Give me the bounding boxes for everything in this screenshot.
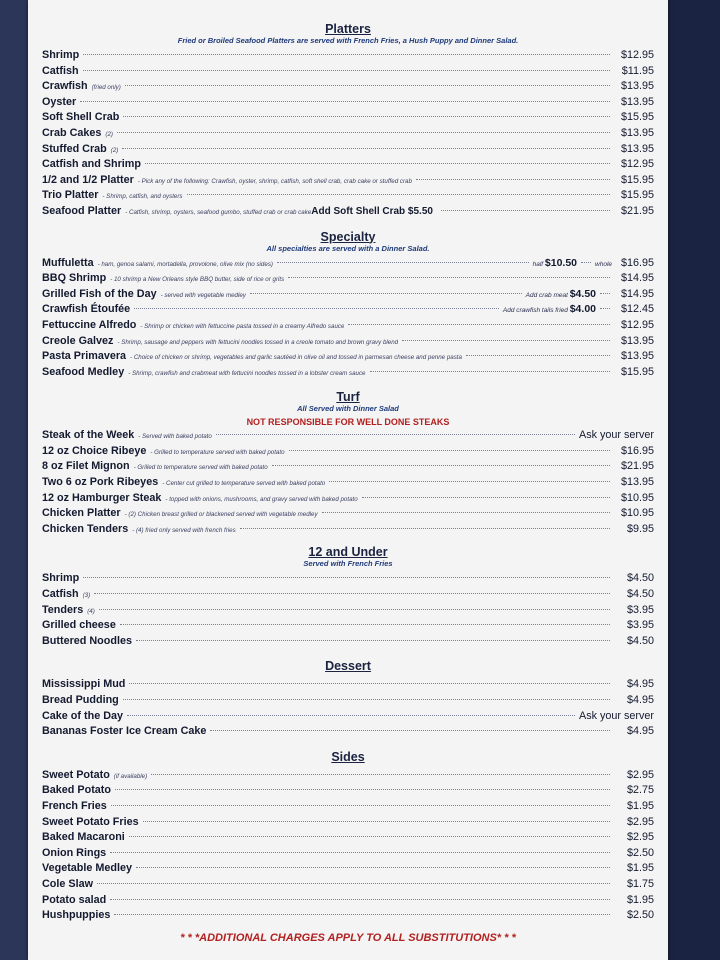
section-subtitle: Fried or Broiled Seafood Platters are served with French Fries, a Hush Puppy and Dinner Salad. <box>177 36 519 45</box>
item-price: $21.95 <box>620 460 654 473</box>
item-price: $13.95 <box>620 126 654 139</box>
item-list <box>42 428 654 537</box>
dot-leader <box>110 899 610 900</box>
menu-item <box>42 334 654 350</box>
item-price: $13.95 <box>620 142 654 155</box>
menu-item <box>42 444 654 460</box>
menu-item <box>42 893 654 909</box>
item-name: Vegetable Medley <box>42 862 133 875</box>
dot-leader <box>600 308 610 309</box>
item-price: $16.95 <box>620 256 654 269</box>
item-name: Cake of the Day <box>42 709 124 722</box>
item-name: Oyster <box>42 95 77 108</box>
dot-leader <box>151 774 610 775</box>
item-price: $11.95 <box>621 64 654 77</box>
item-price: $15.95 <box>620 173 654 186</box>
item-name: Bananas Foster Ice Cream Cake <box>42 725 207 738</box>
dot-leader <box>322 512 610 513</box>
item-addon <box>503 302 596 319</box>
menu-item <box>42 48 654 64</box>
item-name: 1/2 and 1/2 Platter <box>42 173 134 186</box>
dot-leader <box>134 308 499 309</box>
item-addon-label: Add crab meat <box>525 291 568 299</box>
item-name: Soft Shell Crab <box>42 111 120 124</box>
menu-item <box>42 256 654 272</box>
menu-sections <box>42 22 654 924</box>
menu-item <box>42 349 654 365</box>
item-name: Shrimp <box>42 572 80 585</box>
section-dessert <box>42 659 654 739</box>
item-list <box>42 768 654 924</box>
menu-item <box>42 587 654 603</box>
item-description: - Pick any of the following: Crawfish, oyster, shrimp, catfish, soft shell crab, crab cake or stuffed crab <box>137 177 412 185</box>
item-price: $1.95 <box>626 893 654 906</box>
item-price: $10.95 <box>620 507 654 520</box>
menu-item <box>42 861 654 877</box>
menu-item <box>42 204 654 220</box>
item-name: Fettuccine Alfredo <box>42 318 137 331</box>
item-description: - ham, genoa salami, mortadella, provolone, olive mix (no sides) <box>97 260 273 268</box>
menu-item <box>42 95 654 111</box>
section-subtitle: All Served with Dinner Salad <box>297 404 399 414</box>
menu-item <box>42 815 654 831</box>
item-price: $13.95 <box>620 334 654 347</box>
item-name: Catfish <box>42 588 79 601</box>
menu-item <box>42 79 654 95</box>
item-name: Crab Cakes <box>42 126 102 139</box>
item-price: $15.95 <box>620 365 654 378</box>
menu-item <box>42 126 654 142</box>
dot-leader <box>272 465 610 466</box>
dot-leader <box>600 293 610 294</box>
dot-leader <box>289 450 610 451</box>
item-price: $4.50 <box>626 572 654 585</box>
dot-leader <box>117 132 610 133</box>
item-price: $12.45 <box>620 303 654 316</box>
item-price: $4.50 <box>626 588 654 601</box>
menu-item <box>42 188 654 204</box>
dot-leader <box>581 262 591 263</box>
item-addon-note: Add Soft Shell Crab $5.50 <box>311 205 433 217</box>
item-name: 12 oz Choice Ribeye <box>42 444 147 457</box>
section-warning: NOT RESPONSIBLE FOR WELL DONE STEAKS <box>246 417 450 428</box>
item-list <box>42 571 654 649</box>
item-description: - Grilled to temperature served with baked potato <box>150 448 285 456</box>
item-list <box>42 677 654 739</box>
item-price: $3.95 <box>626 603 654 616</box>
dot-leader <box>123 116 610 117</box>
menu-item <box>42 157 654 173</box>
item-price: $4.50 <box>626 634 654 647</box>
menu-item <box>42 491 654 507</box>
item-description: - Served with baked potato <box>138 433 212 441</box>
item-price: $13.95 <box>620 80 654 93</box>
item-description: - Shrimp, crawfish and crabmeat with fettucini noodles tossed in a lobster cream sauce <box>128 369 366 377</box>
item-addon-price: $4.50 <box>569 287 596 300</box>
item-price: $2.75 <box>626 784 654 797</box>
dot-leader <box>123 699 610 700</box>
item-description: - Choice of chicken or shrimp, vegetables and garlic sautéed in olive oil and tossed in parmesan cheese and penne pasta <box>130 354 462 362</box>
dot-leader <box>129 836 610 837</box>
item-name: Chicken Tenders <box>42 522 129 535</box>
dot-leader <box>111 805 610 806</box>
item-addon-label: Add crawfish tails fried <box>502 307 568 315</box>
item-price: $9.95 <box>626 522 654 535</box>
menu-item <box>42 475 654 491</box>
item-name: Hushpuppies <box>42 909 111 922</box>
item-price: $2.50 <box>626 846 654 859</box>
item-price-label: whole <box>595 260 612 268</box>
dot-leader <box>110 852 610 853</box>
section-subtitle: All specialties are served with a Dinner Salad. <box>266 243 430 253</box>
item-addon <box>526 287 596 304</box>
item-name: BBQ Shrimp <box>42 272 107 285</box>
item-name: Crawfish Étoufée <box>42 303 131 316</box>
menu-item <box>42 271 654 287</box>
dot-leader <box>240 528 610 529</box>
dot-leader <box>120 624 610 625</box>
item-price: $1.95 <box>626 799 654 812</box>
item-name: Pasta Primavera <box>42 350 127 363</box>
section-title: Turf <box>336 390 360 405</box>
item-price: $15.95 <box>620 111 654 124</box>
menu-item <box>42 908 654 924</box>
dot-leader <box>115 789 610 790</box>
item-name: Sweet Potato <box>42 768 110 781</box>
dot-leader <box>83 70 610 71</box>
dot-leader <box>277 262 529 263</box>
menu-item <box>42 522 654 538</box>
menu-item <box>42 799 654 815</box>
dot-leader <box>136 640 610 641</box>
item-description: - Grilled to temperature served with baked potato <box>133 464 268 472</box>
item-description: - topped with onions, mushrooms, and gravy served with baked potato <box>165 495 358 503</box>
item-addon <box>533 256 577 273</box>
item-price: $2.50 <box>626 909 654 922</box>
dot-leader <box>145 163 610 164</box>
item-addon-price: $10.50 <box>544 256 578 269</box>
section-title: Dessert <box>325 659 371 674</box>
item-name: Baked Potato <box>42 784 111 797</box>
item-name: 8 oz Filet Mignon <box>42 460 130 473</box>
item-description: - 10 shrimp a New Orleans style BBQ butter, side of rice or grits <box>110 276 285 284</box>
item-name: Grilled Fish of the Day <box>42 287 157 300</box>
item-name: Seafood Platter <box>42 204 122 217</box>
dot-leader <box>136 867 610 868</box>
item-price: $12.95 <box>620 158 654 171</box>
item-description: - Shrimp or chicken with fettuccine pasta tossed in a creamy Alfredo sauce <box>140 322 345 330</box>
dot-leader <box>210 730 610 731</box>
item-price: $13.95 <box>620 476 654 489</box>
item-price: $16.95 <box>620 444 654 457</box>
item-name: Steak of the Week <box>42 429 135 442</box>
dot-leader <box>83 577 610 578</box>
menu-item <box>42 768 654 784</box>
section-sides <box>42 750 654 924</box>
menu-item <box>42 318 654 334</box>
menu-item <box>42 428 654 444</box>
item-price: $13.95 <box>620 95 654 108</box>
dot-leader <box>329 481 610 482</box>
item-addon-label: half <box>532 260 544 268</box>
item-name: Shrimp <box>42 49 80 61</box>
item-description: (fried only) <box>91 84 121 92</box>
section-specialty <box>42 230 654 381</box>
item-name: Bread Pudding <box>42 694 119 706</box>
dot-leader <box>441 210 610 211</box>
item-price: $1.75 <box>626 877 654 890</box>
item-name: Seafood Medley <box>42 365 125 378</box>
item-name: Chicken Platter <box>42 507 121 520</box>
dot-leader <box>94 593 610 594</box>
menu-item <box>42 877 654 893</box>
section-title: 12 and Under <box>308 545 388 560</box>
item-name: Two 6 oz Pork Ribeyes <box>42 476 159 489</box>
item-name: Grilled cheese <box>42 619 116 632</box>
dot-leader <box>466 355 610 356</box>
item-description: - (4) fried only served with french fries <box>132 526 236 534</box>
menu-page <box>28 0 668 960</box>
menu-item <box>42 846 654 862</box>
item-name: Buttered Noodles <box>42 634 132 647</box>
item-description: (if available) <box>113 772 148 780</box>
menu-item <box>42 618 654 634</box>
item-name: Stuffed Crab <box>42 142 107 155</box>
menu-item <box>42 459 654 475</box>
item-name: Potato salad <box>42 893 107 906</box>
item-price: $15.95 <box>620 189 654 202</box>
dot-leader <box>114 914 610 915</box>
menu-item <box>42 173 654 189</box>
dot-leader <box>348 324 610 325</box>
item-name: Catfish and Shrimp <box>42 158 141 171</box>
item-description: - Catfish, shrimp, oysters, seafood gumbo, stuffed crab or crab cake <box>125 208 312 216</box>
item-description: (2) <box>110 146 119 154</box>
item-name: French Fries <box>42 799 107 812</box>
item-name: 12 oz Hamburger Steak <box>42 491 162 504</box>
menu-item <box>42 783 654 799</box>
item-price: $3.95 <box>626 619 654 632</box>
item-price: $14.95 <box>620 287 654 300</box>
dot-leader <box>402 340 610 341</box>
item-price: $12.95 <box>620 318 654 331</box>
item-name: Trio Platter <box>42 189 99 202</box>
section-title: Specialty <box>320 229 376 244</box>
menu-item <box>42 142 654 158</box>
item-price: $2.95 <box>626 831 654 844</box>
item-name: Tenders <box>42 603 84 616</box>
item-name: Cole Slaw <box>42 877 94 890</box>
item-price: $14.95 <box>620 272 654 285</box>
menu-item <box>42 287 654 303</box>
item-description: - Shrimp, catfish, and oysters <box>102 193 183 201</box>
section-turf <box>42 390 654 537</box>
item-price: $2.95 <box>626 768 654 781</box>
menu-item <box>42 110 654 126</box>
menu-item <box>42 830 654 846</box>
dot-leader <box>143 821 610 822</box>
section-title: Platters <box>325 22 371 36</box>
menu-item <box>42 365 654 381</box>
dot-leader <box>250 293 522 294</box>
item-price: $10.95 <box>620 491 654 504</box>
item-price: Ask your server <box>579 429 654 442</box>
item-price: $21.95 <box>620 204 654 217</box>
dot-leader <box>362 497 610 498</box>
dot-leader <box>97 883 610 884</box>
item-name: Catfish <box>42 64 79 77</box>
dot-leader <box>216 434 575 435</box>
item-price: $1.95 <box>626 862 654 875</box>
item-list <box>42 256 654 381</box>
item-price: $4.95 <box>626 694 654 706</box>
background-right <box>668 0 720 960</box>
menu-item <box>42 603 654 619</box>
dot-leader <box>370 371 610 372</box>
section-kids <box>42 545 654 649</box>
background-left <box>0 0 28 960</box>
dot-leader <box>187 194 610 195</box>
item-name: Creole Galvez <box>42 334 114 347</box>
dot-leader <box>125 85 610 86</box>
item-name: Muffuletta <box>42 256 94 269</box>
item-price: Ask your server <box>579 709 654 722</box>
item-name: Onion Rings <box>42 846 107 859</box>
item-name: Baked Macaroni <box>42 831 125 844</box>
section-title: Sides <box>331 749 365 764</box>
menu-item <box>42 724 654 740</box>
item-description: - Center cut grilled to temperature served with baked potato <box>162 480 326 488</box>
dot-leader <box>288 277 610 278</box>
section-platters <box>42 22 654 220</box>
item-description: - (2) Chicken breast grilled or blackened served with vegetable medley <box>124 511 318 519</box>
dot-leader <box>122 148 610 149</box>
menu-item <box>42 506 654 522</box>
dot-leader <box>99 609 610 610</box>
dot-leader <box>416 179 610 180</box>
section-subtitle: Served with French Fries <box>303 559 393 569</box>
menu-item <box>42 677 654 693</box>
menu-item <box>42 64 654 80</box>
item-description: (4) <box>87 607 95 615</box>
item-price: $2.95 <box>626 815 654 828</box>
menu-item <box>42 709 654 725</box>
dot-leader <box>80 101 610 102</box>
item-name: Crawfish <box>42 80 88 93</box>
item-name: Sweet Potato Fries <box>42 815 139 828</box>
dot-leader <box>129 683 610 684</box>
item-description: - served with vegetable medley <box>160 291 246 299</box>
item-price: $4.95 <box>626 678 654 691</box>
substitution-notice: * * *ADDITIONAL CHARGES APPLY TO ALL SUBSTITUTIONS* * * <box>180 932 516 944</box>
item-description: - Shrimp, sausage and peppers with fettucini noodles tossed in a creole tomato and brown gravy blend <box>117 338 399 346</box>
menu-item <box>42 693 654 709</box>
item-addon-price: $4.00 <box>569 303 596 316</box>
menu-item <box>42 302 654 318</box>
item-price: $4.95 <box>626 725 654 738</box>
item-name: Mississippi Mud <box>42 678 126 691</box>
menu-item <box>42 634 654 650</box>
item-description: (2) <box>105 130 113 138</box>
dot-leader <box>127 715 575 716</box>
menu-item <box>42 571 654 587</box>
item-price: $12.95 <box>620 49 654 61</box>
dot-leader <box>83 54 610 55</box>
item-description: (3) <box>82 592 91 600</box>
item-list <box>42 48 654 220</box>
item-price: $13.95 <box>620 350 654 363</box>
